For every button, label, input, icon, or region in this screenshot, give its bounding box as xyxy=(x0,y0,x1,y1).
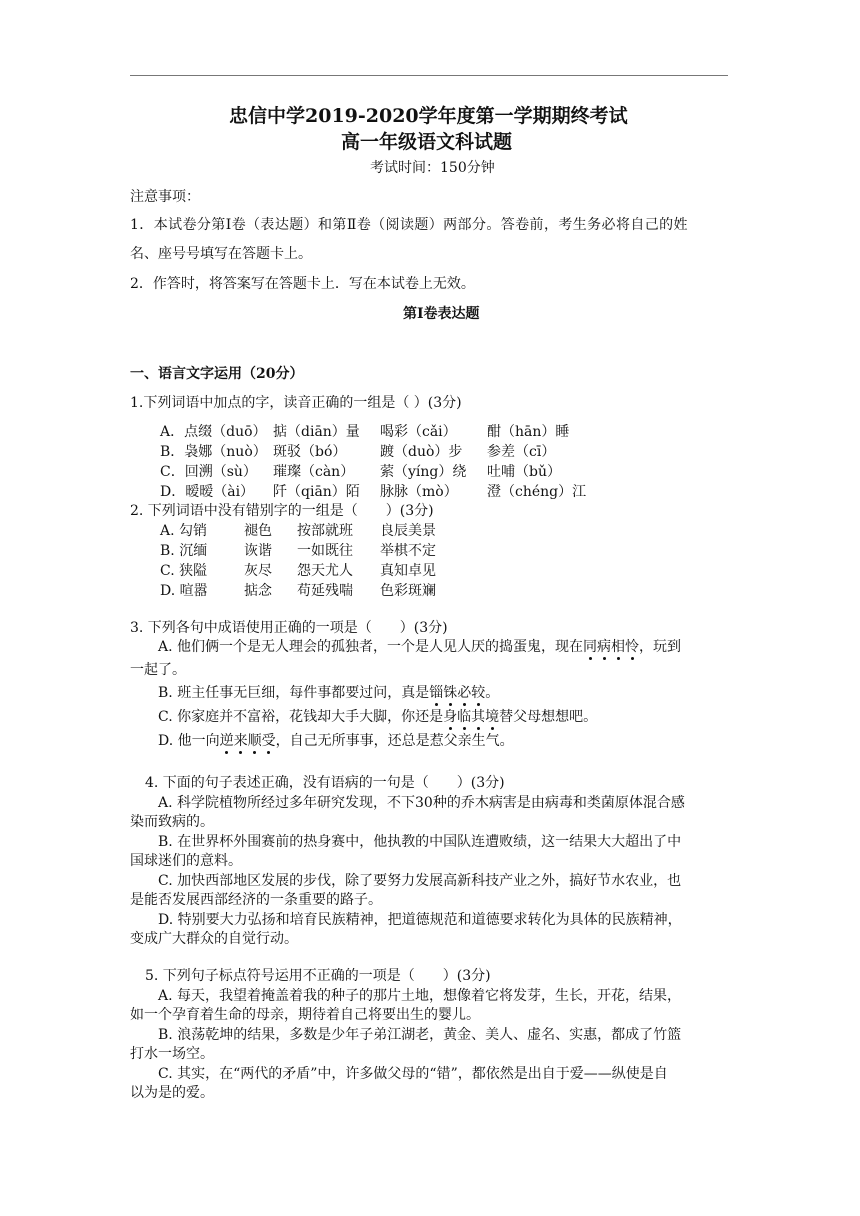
question-5-option-a: A. 每天，我望着掩盖着我的种子的那片土地，想像着它将发芽，生长，开花，结果， xyxy=(158,988,682,1004)
section-title: 第Ⅰ卷表达题 xyxy=(403,306,480,322)
question-1-stem: 1.下列词语中加点的字，读音正确的一组是（ ）(3分) xyxy=(130,395,462,411)
option-cell: 参差（cī） xyxy=(487,444,556,460)
option-cell: 真知卓见 xyxy=(380,563,436,579)
question-3-stem: 3. 下列各句中成语使用正确的一项是（ ）(3分) xyxy=(130,620,448,636)
option-cell: 斑驳（bó） xyxy=(273,444,347,460)
exam-title: 忠信中学2019-2020学年度第一学期期终考试 xyxy=(229,105,628,127)
question-5-option-b: B. 浪荡乾坤的结果，多数是少年子弟江湖老，黄金、美人、虚名、实惠，都成了竹篮 xyxy=(158,1027,682,1043)
part-heading: 一、语言文字运用（20分） xyxy=(130,366,304,382)
option-cell: 举棋不定 xyxy=(380,543,436,559)
option-cell: 喝彩（cǎi） xyxy=(380,424,457,440)
option-cell: 璀璨（càn） xyxy=(273,464,355,480)
notice-heading: 注意事项： xyxy=(130,189,200,205)
exam-time: 考试时间：150分钟 xyxy=(370,160,495,176)
option-cell: 澄（chéng）江 xyxy=(487,484,587,500)
option-cell: C. 狭隘 xyxy=(160,563,208,579)
option-cell: 怨天尤人 xyxy=(297,563,353,579)
question-5-option-c: C. 其实，在“两代的矛盾”中，许多做父母的“错”，都依然是出自于爱——纵使是自 xyxy=(158,1066,668,1082)
question-3-option-a-cont: 一起了。 xyxy=(130,662,186,678)
notice-item-1-cont: 名、座号号填写在答题卡上。 xyxy=(130,246,312,262)
question-4-option-d: D. 特别要大力弘扬和培育民族精神，把道德规范和道德要求转化为具体的民族精神， xyxy=(158,912,682,928)
option-cell: 一如既往 xyxy=(297,543,353,559)
option-cell: B. 沉缅 xyxy=(160,543,208,559)
question-3-option-a: A. 他们俩一个是无人理会的孤独者，一个是人见人厌的捣蛋鬼，现在同病相怜，玩到 xyxy=(158,639,682,655)
question-5-option-a-cont: 如一个孕育着生命的母亲，期待着自己将要出生的婴儿。 xyxy=(130,1007,480,1023)
option-cell: A. 勾销 xyxy=(160,523,208,539)
option-cell: C．回溯（sù） xyxy=(160,464,257,480)
question-4-option-c: C. 加快西部地区发展的步伐，除了要努力发展高新科技产业之外，搞好节水农业，也 xyxy=(158,873,682,889)
option-cell: 苟延残喘 xyxy=(297,583,353,599)
option-cell: 掂（diān）量 xyxy=(273,424,360,440)
question-4-option-d-cont: 变成广大群众的自觉行动。 xyxy=(130,931,298,947)
notice-item-1: 1．本试卷分第Ⅰ卷（表达题）和第Ⅱ卷（阅读题）两部分。答卷前，考生务必将自己的姓 xyxy=(130,217,688,233)
option-cell: B．袅娜（nuò） xyxy=(160,444,267,460)
question-2-stem: 2. 下列词语中没有错别字的一组是（ ）(3分) xyxy=(130,503,434,519)
option-cell: 脉脉（mò） xyxy=(380,484,458,500)
option-cell: 萦（yíng）绕 xyxy=(380,464,467,480)
option-cell: D. 喧嚣 xyxy=(160,583,208,599)
question-4-option-b-cont: 国球迷们的意料。 xyxy=(130,853,242,869)
option-cell: 阡（qiān）陌 xyxy=(273,484,360,500)
option-cell: 吐哺（bǔ） xyxy=(487,464,561,480)
question-4-option-a-cont: 染而致病的。 xyxy=(130,814,214,830)
question-4-stem: 4. 下面的句子表述正确，没有语病的一句是（ ）(3分) xyxy=(145,775,505,791)
question-4-option-a: A. 科学院植物所经过多年研究发现，不下30种的乔木病害是由病毒和类菌原体混合感 xyxy=(158,795,685,811)
question-5-stem: 5. 下列句子标点符号运用不正确的一项是（ ）(3分) xyxy=(145,968,491,984)
header-rule xyxy=(130,75,728,76)
option-cell: 灰尽 xyxy=(244,563,272,579)
question-4-option-c-cont: 是能否发展西部经济的一条重要的路子。 xyxy=(130,892,382,908)
option-cell: 掂念 xyxy=(244,583,272,599)
option-cell: 褪色 xyxy=(244,523,272,539)
option-cell: 踱（duò）步 xyxy=(380,444,463,460)
option-cell: 良辰美景 xyxy=(380,523,436,539)
question-3-option-c: C. 你家庭并不富裕，花钱却大手大脚，你还是身临其境替父母想想吧。 xyxy=(158,709,598,725)
option-cell: D．暧暧（ài） xyxy=(160,484,255,500)
option-cell: 诙谐 xyxy=(244,543,272,559)
question-4-option-b: B. 在世界杯外围赛前的热身赛中，他执教的中国队连遭败绩，这一结果大大超出了中 xyxy=(158,834,682,850)
question-5-option-c-cont: 以为是的爱。 xyxy=(130,1085,214,1101)
question-3-option-d: D. 他一向逆来顺受，自己无所事事，还总是惹父亲生气。 xyxy=(158,733,514,749)
question-3-option-b: B. 班主任事无巨细，每件事都要过问，真是锱铢必较。 xyxy=(158,685,500,701)
option-cell: 色彩斑斓 xyxy=(380,583,436,599)
option-cell: A．点缀（duō） xyxy=(160,424,267,440)
notice-item-2: 2．作答时，将答案写在答题卡上．写在本试卷上无效。 xyxy=(130,276,475,292)
option-cell: 酣（hān）睡 xyxy=(487,424,570,440)
exam-subtitle: 高一年级语文科试题 xyxy=(341,131,513,153)
option-cell: 按部就班 xyxy=(297,523,353,539)
question-5-option-b-cont: 打水一场空。 xyxy=(130,1046,214,1062)
